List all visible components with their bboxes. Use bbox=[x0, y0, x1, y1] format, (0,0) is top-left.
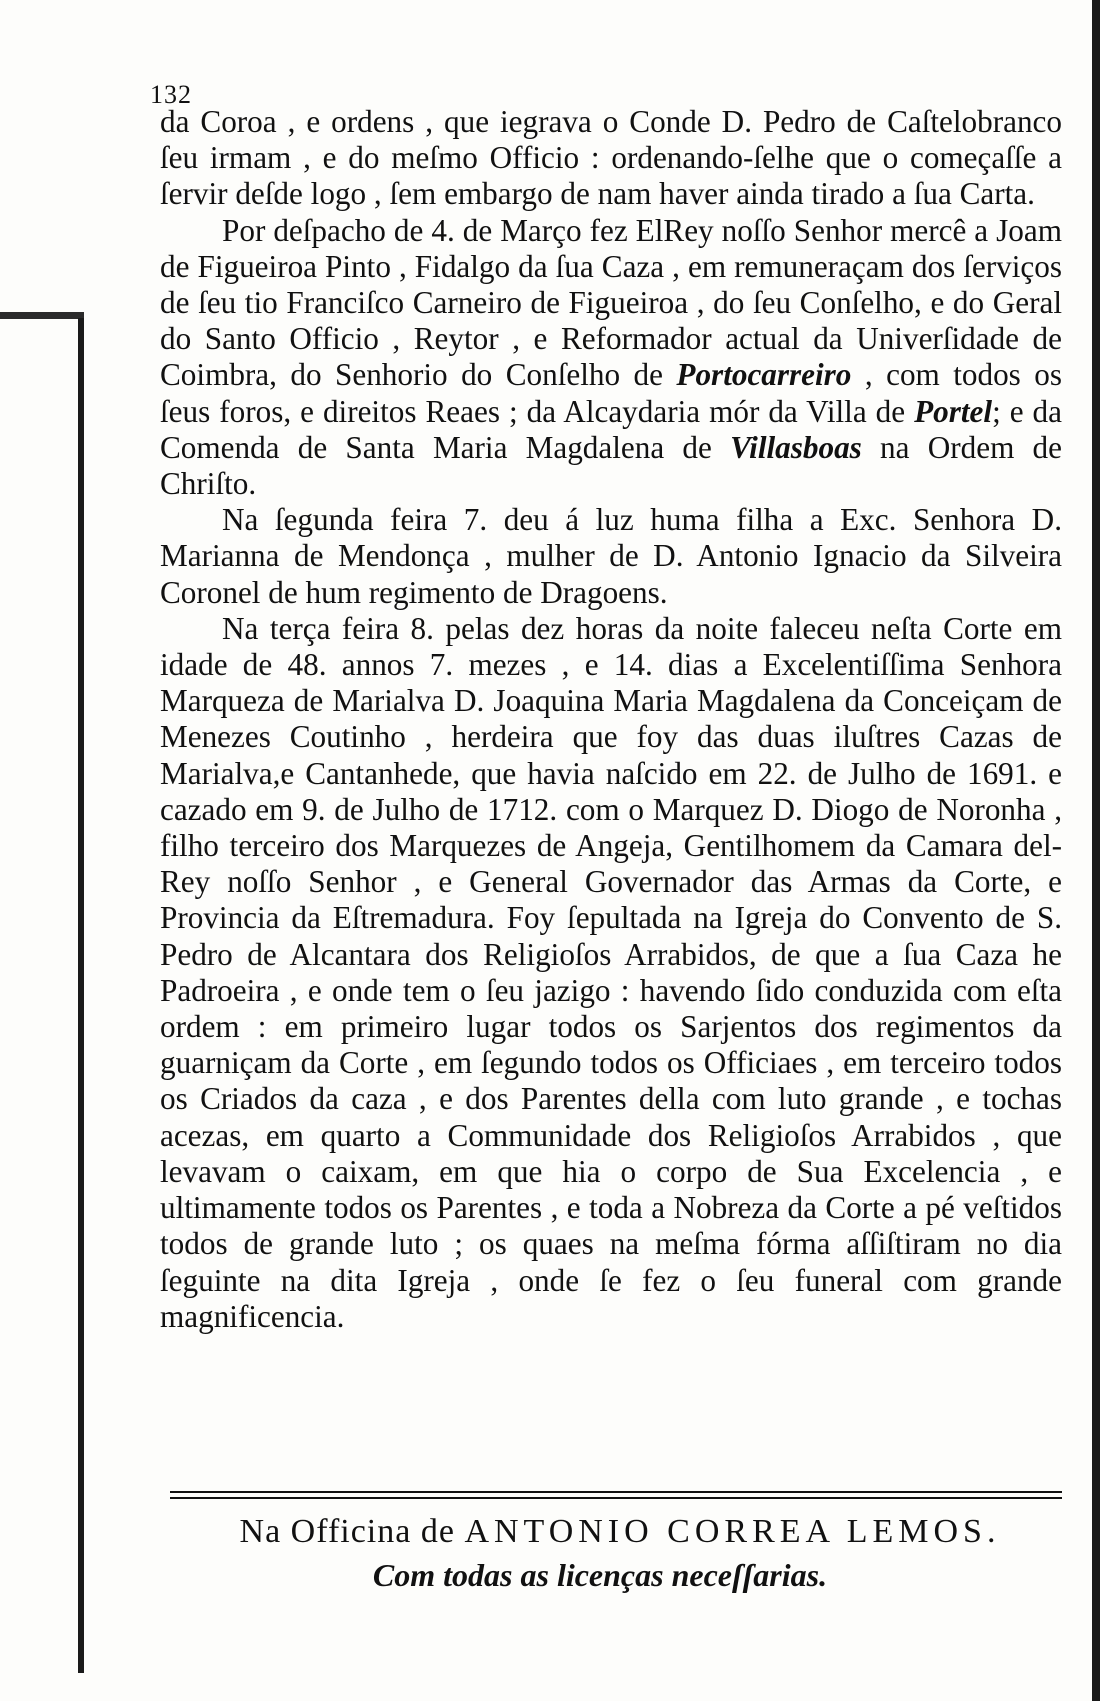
binding-shadow-top bbox=[0, 312, 84, 319]
italic-place-name: Portel bbox=[914, 393, 993, 429]
paragraph-text: da Coroa , e ordens , que iegrava o Conde D. Pedro de Caſtelobranco ſeu irmam , e do meſmo Officio : ordenando-ſelhe que o começaſſe a ſervir deſde logo , ſem embargo de nam haver ainda tirado a ſua Carta. bbox=[160, 104, 1062, 212]
colophon-licences: Com todas as licenças neceſſarias. bbox=[372, 1557, 828, 1593]
paragraph-text: Na ſegunda feira 7. deu á luz huma filha a Exc. Senhora D. Marianna de Mendonça , mulher de D. Antonio Ignacio da Silveira Coronel de hum regimento de Dragoens. bbox=[160, 502, 1062, 610]
paragraph-text: ; e da Comenda de Santa Maria Magdalena de bbox=[160, 393, 1062, 465]
body-text bbox=[160, 104, 1062, 1335]
page-edge-shadow bbox=[1092, 0, 1100, 1701]
paragraph bbox=[160, 502, 1062, 611]
binding-shadow bbox=[78, 318, 84, 1673]
paragraph-text: na Ordem de Chriſto. bbox=[160, 429, 1062, 502]
colophon-printer: ANTONIO CORREA LEMOS. bbox=[464, 1513, 1001, 1550]
paragraph bbox=[160, 104, 1062, 213]
colophon-prefix: Na Officina de bbox=[239, 1513, 465, 1550]
paragraph bbox=[160, 611, 1062, 1335]
paragraph-text: Na terça feira 8. pelas dez horas da noite faleceu neſta Corte em idade de 48. annos 7. mezes , e 14. dias a Excelentiſſima Senhora Marqueza de Marialva D. Joaquina Maria Magdalena da Conceiçam de Menezes Coutinho , herdeira que foy das duas iluſtres Cazas de Marialva,e Cantanhede, que havia naſcido em 22. de Julho de 1691. e cazado em 9. de Julho de 1712. com o Marquez D. Diogo de Noronha , filho terceiro dos Marquezes de Angeja, Gentilhomem da Camara del-Rey noſſo Senhor , e General Governador das Armas da Corte, e Provincia da Eſtremadura. Foy ſepultada na Igreja do Convento de S. Pedro de Alcantara dos Religioſos Arrabidos, de que a ſua Caza he Padroeira , e onde tem o ſeu jazigo : havendo ſido conduzida com eſta ordem : em primeiro lugar todos os Sarjentos dos regimentos da guarniçam da Corte , em ſegundo todos os Officiaes , em terceiro todos os Criados da caza , e dos Parentes della com luto grande , e tochas acezas, em quarto a Communidade dos Religioſos Arrabidos , que levavam o caixam, em que hia o corpo de Sua Excelencia , e ultimamente todos os Parentes , e toda a Nobreza da Corte a pé veſtidos todos de grande luto ; os quaes na meſma fórma aſſiſtiram no dia ſeguinte na dita Igreja , onde ſe fez o ſeu funeral com grande magnificencia. bbox=[160, 610, 1062, 1334]
italic-place-name: Portocarreiro bbox=[676, 357, 852, 393]
paragraph-text: Por deſpacho de 4. de Março fez ElRey noſſo Senhor mercê a Joam de Figueiroa Pinto , Fidalgo da ſua Caza , em remuneraçam dos ſerviços de ſeu tio Franciſco Carneiro de Figueiroa , do ſeu Conſelho, e do Geral do Santo Officio , Reytor , e Reformador actual da Univerſidade de Coimbra, do Senhorio do Conſelho de bbox=[160, 212, 1062, 393]
page-number: 132 bbox=[150, 80, 192, 109]
italic-place-name: Villasboas bbox=[730, 429, 862, 465]
paragraph bbox=[160, 213, 1062, 503]
separator-rule-lower bbox=[170, 1497, 1062, 1499]
paragraph-text: , com todos os ſeus foros, e direitos Reaes ; da Alcaydaria mór da Villa de bbox=[160, 357, 1062, 429]
colophon-imprint bbox=[180, 1512, 1060, 1552]
separator-rule-upper bbox=[170, 1491, 1062, 1493]
